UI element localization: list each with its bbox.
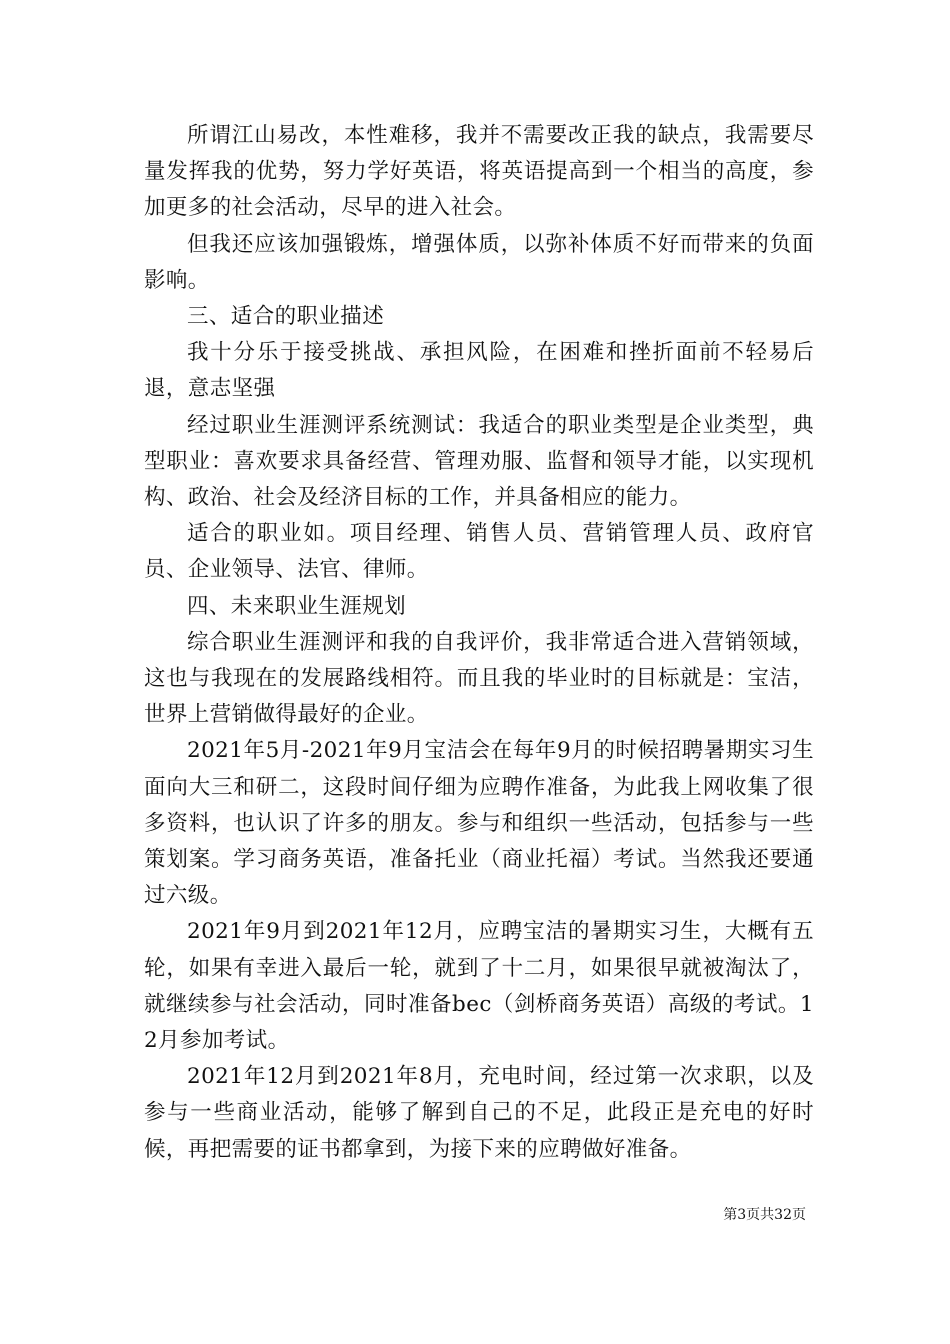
paragraph-assessment: 经过职业生涯测评系统测试：我适合的职业类型是企业类型，典型职业：喜欢要求具备经营、管理劝服、监督和领导才能，以实现机构、政治、社会及经济目标的工作，并具备相应的能力。 xyxy=(144,412,814,511)
section-heading-future-plan: 四、未来职业生涯规划 xyxy=(187,593,407,619)
paragraph-suitable-jobs: 适合的职业如。项目经理、销售人员、营销管理人员、政府官员、企业领导、法官、律师。 xyxy=(144,521,814,583)
paragraph-plan-dec-aug: 2021年12月到2021年8月，充电时间，经过第一次求职，以及参与一些商业活动，能够了解到自己的不足，此段正是充电的好时候，再把需要的证书都拿到，为接下来的应聘做好准备。 xyxy=(144,1064,814,1162)
paragraph-exercise: 但我还应该加强锻炼，增强体质，以弥补体质不好而带来的负面影响。 xyxy=(144,231,814,293)
section-heading-suitable-career: 三、适合的职业描述 xyxy=(187,304,385,330)
paragraph-marketing-goal: 综合职业生涯测评和我的自我评价，我非常适合进入营销领域，这也与我现在的发展路线相符。而且我的毕业时的目标就是：宝洁，世界上营销做得最好的企业。 xyxy=(144,629,814,728)
paragraph-plan-sept-dec: 2021年9月到2021年12月，应聘宝洁的暑期实习生，大概有五轮，如果有幸进入最后一轮，就到了十二月，如果很早就被淘汰了，就继续参与社会活动，同时准备bec（剑桥商务英语）高级的考试。12月参加考试。 xyxy=(144,919,814,1054)
paragraph-challenge: 我十分乐于接受挑战、承担风险，在困难和挫折面前不轻易后退，意志坚强 xyxy=(144,340,814,402)
document-body xyxy=(144,118,814,1168)
paragraph-strengths: 所谓江山易改，本性难移，我并不需要改正我的缺点，我需要尽量发挥我的优势，努力学好英语，将英语提高到一个相当的高度，参加更多的社会活动，尽早的进入社会。 xyxy=(144,123,814,221)
page-number-footer: 第3页共32页 xyxy=(723,1207,806,1223)
paragraph-plan-may-sept: 2021年5月-2021年9月宝洁会在每年9月的时候招聘暑期实习生面向大三和研二，这段时间仔细为应聘作准备，为此我上网收集了很多资料，也认识了许多的朋友。参与和组织一些活动，包括参与一些策划案。学习商务英语，准备托业（商业托福）考试。当然我还要通过六级。 xyxy=(144,738,814,909)
